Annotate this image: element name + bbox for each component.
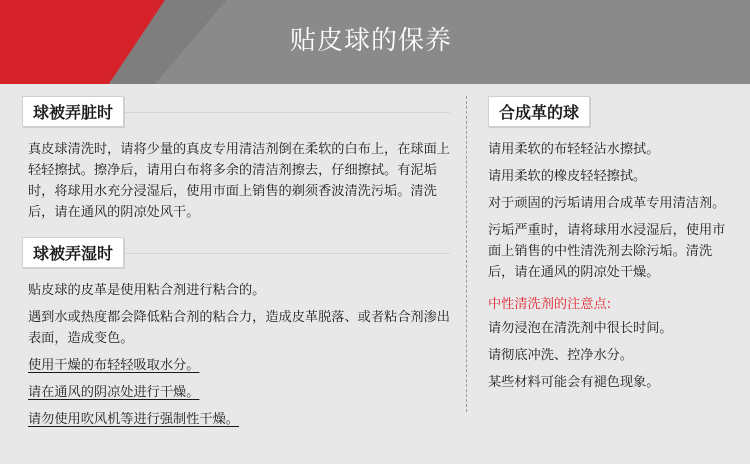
wet-paragraph-2: 遇到水或热度都会降低粘合剂的粘合力，造成皮革脱落、或者粘合剂渗出表面，造成变色。: [28, 310, 450, 346]
column-divider: [466, 96, 467, 412]
synthetic-item: 请用柔软的橡皮轻轻擦拭。: [488, 169, 647, 184]
note-heading: 中性清洗剂的注意点:: [488, 297, 612, 312]
right-column: [488, 96, 728, 399]
dirty-paragraph: 真皮球清洗时，请将少量的真皮专用清洁剂倒在柔软的白布上，在球面上轻轻擦拭。擦净后，请用白布将多余的清洁剂擦去，仔细擦拭。有泥垢时，将球用水充分浸湿后，使用市面上销售的剃须香波清洗污垢。清洗后，请在通风的阴凉处风干。: [28, 142, 450, 220]
note-item: 请彻底冲洗、控净水分。: [488, 348, 634, 363]
red-accent-stripe: [0, 0, 165, 84]
wet-section-head: [22, 237, 450, 268]
synthetic-section-head: [488, 96, 728, 127]
left-column: [22, 96, 450, 436]
page-title: 贴皮球的保养: [290, 26, 453, 56]
header-banner: [0, 0, 750, 84]
synthetic-item: 污垢严重时，请将球用水浸湿后，使用市面上销售的中性清洗剂去除污垢。清洗后，请在通风的阴凉处干燥。: [488, 223, 726, 280]
wet-paragraph-1: 贴皮球的皮革是使用粘合剂进行粘合的。: [28, 283, 266, 298]
synthetic-heading: 合成革的球: [488, 96, 590, 127]
synthetic-item: 对于顽固的污垢请用合成革专用清洁剂。: [488, 196, 726, 211]
synthetic-item: 请用柔软的布轻轻沾水擦拭。: [488, 142, 660, 157]
wet-tip-2: 请在通风的阴凉处进行干燥。: [28, 385, 200, 400]
dirty-heading: 球被弄脏时: [22, 96, 124, 127]
wet-tip-3: 请勿使用吹风机等进行强制性干燥。: [28, 412, 239, 427]
wet-heading: 球被弄湿时: [22, 237, 124, 268]
note-item: 请勿浸泡在清洗剂中很长时间。: [488, 321, 673, 336]
dirty-section-head: [22, 96, 450, 127]
wet-tip-1: 使用干燥的布轻轻吸取水分。: [28, 358, 200, 373]
note-item: 某些材料可能会有褪色现象。: [488, 375, 660, 390]
